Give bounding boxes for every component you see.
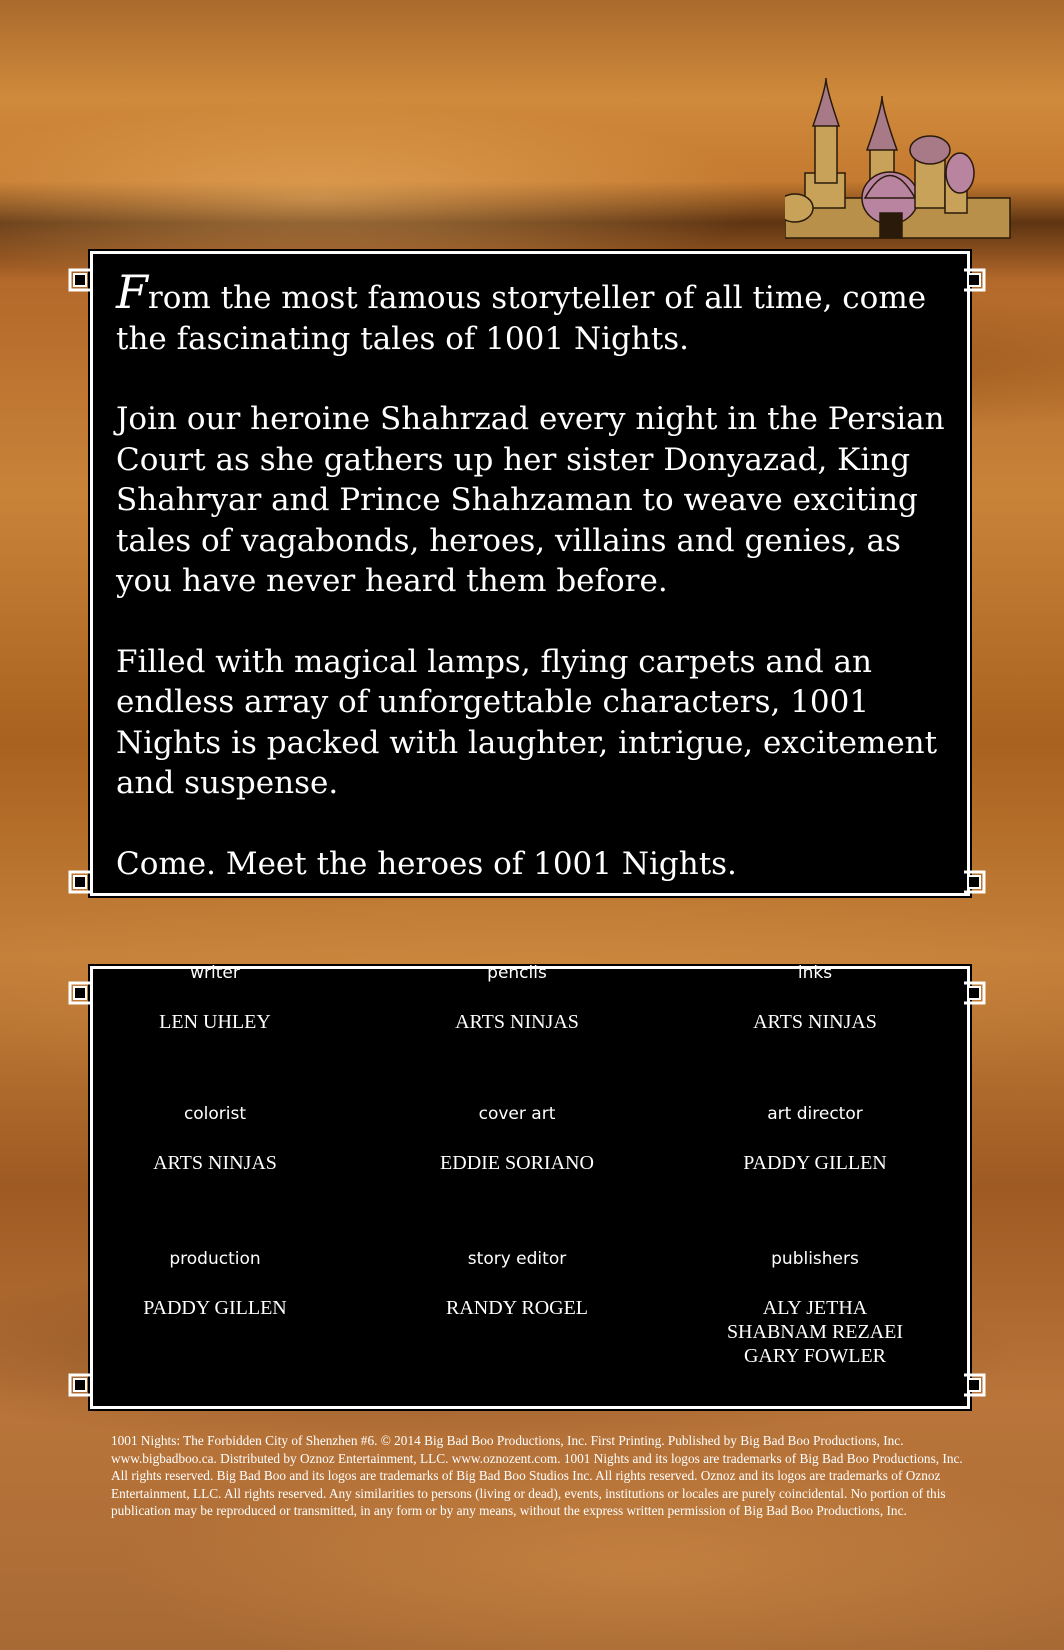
credit-name: EDDIE SORIANO bbox=[440, 1152, 594, 1174]
legal-notice: 1001 Nights: The Forbidden City of Shenzhen #6. © 2014 Big Bad Boo Productions, Inc. First Printing. Published by Big Bad Boo Productions, Inc. www.bigbadboo.ca. Distributed by Oznoz Entertainment, LLC. www.oznozent.com. 1001 Nights and its logos are trademarks of Big Bad Boo Productions, Inc. All rights reserved. Big Bad Boo and its logos are trademarks of Big Bad Boo Studios Inc. All rights reserved. Oznoz and its logos are trademarks of Oznoz Entertainment, LLC. All rights reserved. Any similarities to persons (living or dead), events, institutions or locales are purely coincidental. No portion of this publication may be reproduced or transmitted, in any form or by any means, without the express written permission of Big Bad Boo Productions, Inc. bbox=[111, 1433, 963, 1518]
credit-name: ARTS NINJAS bbox=[153, 1152, 277, 1174]
credit-story-editor bbox=[377, 1249, 657, 1320]
blurb-paragraph-3: Filled with magical lamps, flying carpets and an endless array of unforgettable characters, 1001 Nights is packed with laughter, intrigue, excitement and suspense. bbox=[116, 643, 938, 801]
credit-inks bbox=[675, 963, 955, 1034]
credit-name: RANDY ROGEL bbox=[445, 1297, 589, 1319]
blurb-paragraph-4: Come. Meet the heroes of 1001 Nights. bbox=[116, 845, 737, 882]
publisher-name: ALY JETHA bbox=[762, 1297, 868, 1319]
credit-publishers bbox=[675, 1249, 955, 1368]
credit-role: publishers bbox=[771, 1249, 859, 1269]
blurb-paragraph-2: Join our heroine Shahrzad every night in the Persian Court as she gathers up her sister Donyazad, King Shahryar and Prince Shahzaman to weave exciting tales of vagabonds, heroes, villains and genies, as you have never heard them before. bbox=[116, 401, 945, 599]
credit-name: ARTS NINJAS bbox=[753, 1011, 877, 1033]
credit-colorist bbox=[75, 1104, 355, 1175]
credit-role: cover art bbox=[478, 1104, 556, 1124]
credit-name: ARTS NINJAS bbox=[455, 1011, 579, 1033]
credit-role: colorist bbox=[183, 1104, 247, 1124]
credit-role: production bbox=[169, 1249, 261, 1269]
blurb-text bbox=[116, 265, 949, 924]
credit-pencils bbox=[377, 963, 657, 1034]
credit-name: PADDY GILLEN bbox=[143, 1297, 287, 1319]
credit-role: art director bbox=[767, 1104, 863, 1124]
credit-name: PADDY GILLEN bbox=[743, 1152, 887, 1174]
publisher-name: SHABNAM REZAEI bbox=[726, 1321, 904, 1343]
blurb-panel bbox=[90, 251, 970, 896]
credit-writer bbox=[75, 963, 355, 1034]
drop-cap: F bbox=[116, 265, 148, 319]
credit-art-director bbox=[675, 1104, 955, 1175]
credit-cover-art bbox=[377, 1104, 657, 1175]
publisher-name: GARY FOWLER bbox=[743, 1345, 887, 1367]
credit-role: story editor bbox=[467, 1249, 567, 1269]
blurb-paragraph-1 bbox=[116, 265, 949, 359]
blurb-p1-text: rom the most famous storyteller of all time, come the fascinating tales of 1001 Nights. bbox=[116, 280, 927, 357]
credit-role: pencils bbox=[487, 963, 547, 983]
palace-illustration bbox=[785, 78, 1015, 248]
credit-role: writer bbox=[190, 963, 240, 983]
credit-names bbox=[675, 1296, 955, 1368]
credit-name: LEN UHLEY bbox=[159, 1011, 271, 1033]
credit-role: inks bbox=[797, 963, 833, 983]
credits-panel bbox=[90, 963, 970, 1409]
credit-production bbox=[75, 1249, 355, 1320]
